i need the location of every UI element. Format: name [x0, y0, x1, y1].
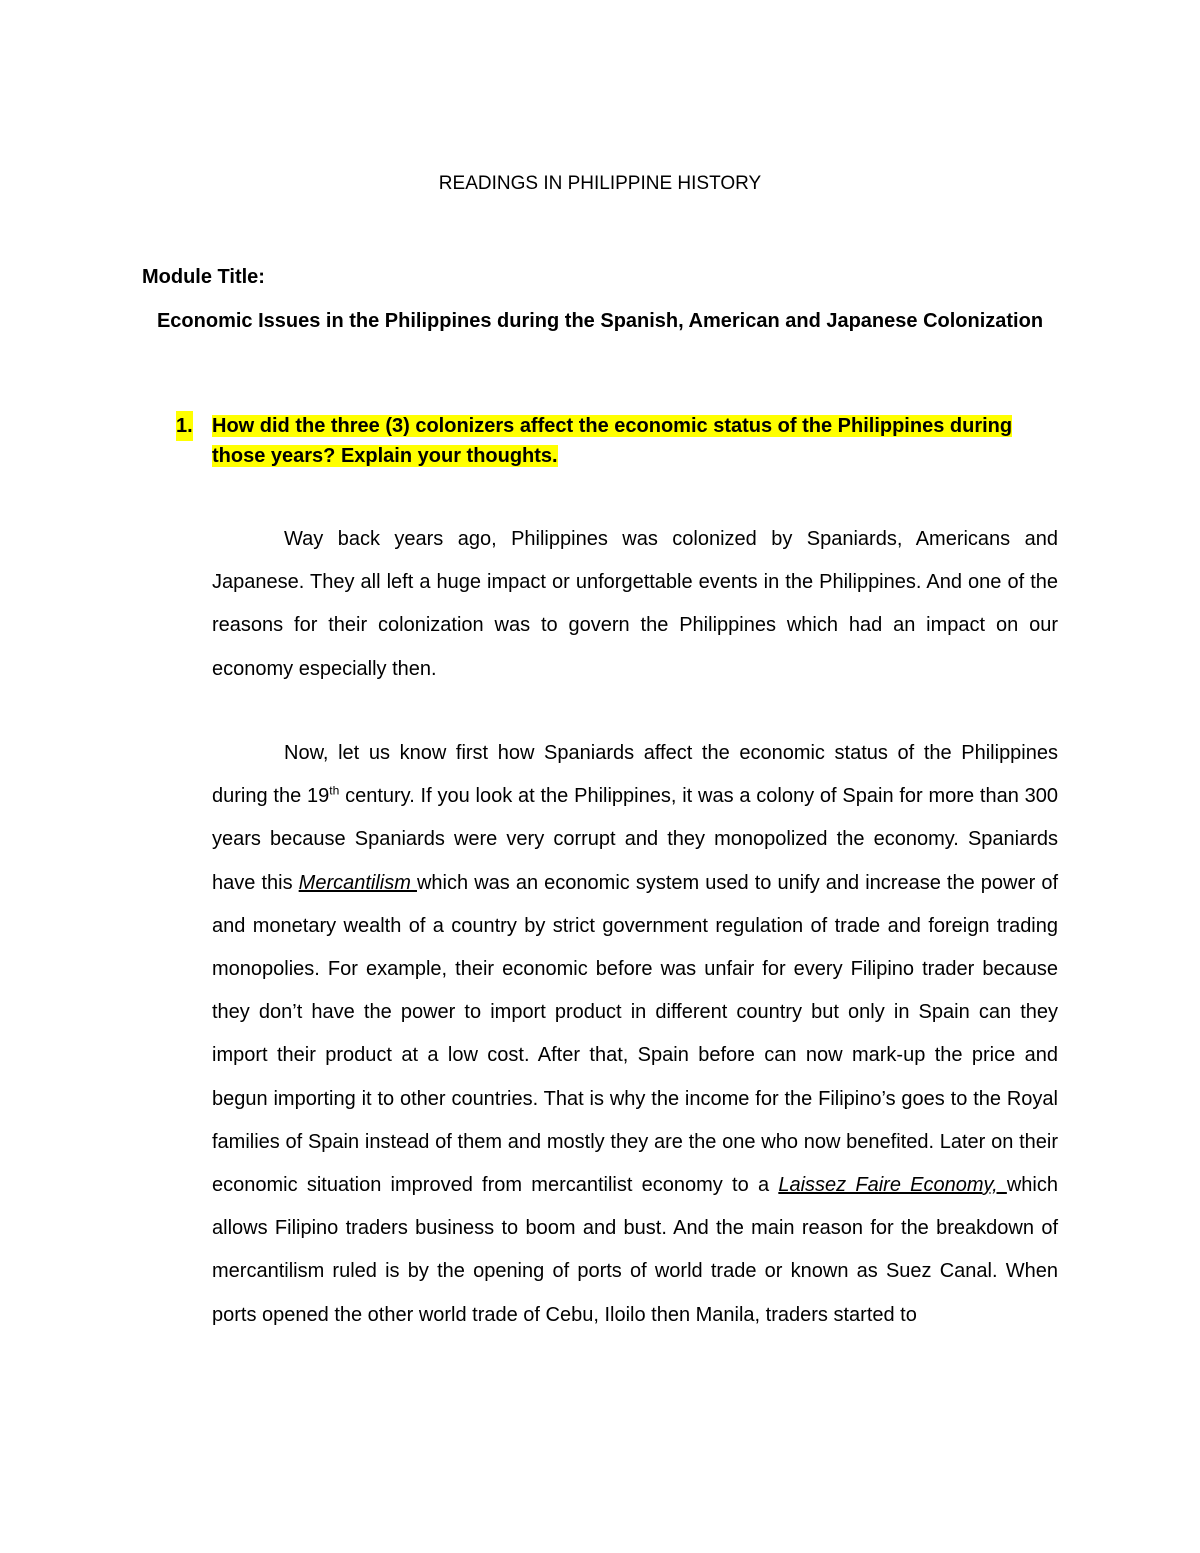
- module-label: Module Title:: [142, 266, 265, 288]
- module-title: Economic Issues in the Philippines during the Spanish, American and Japanese Colonization: [156, 310, 1044, 332]
- term-laissez-faire: Laissez Faire Economy,: [778, 1174, 1007, 1197]
- paragraph-2-text-b: century. If you look at the Philippines, it was a colony of Spain for more than 300 years because Spaniards were very corrupt and they monopolized the economy. Spaniards have this: [212, 785, 1058, 894]
- term-mercantilism: Mercantilism: [298, 871, 417, 894]
- answer-paragraph-1: Way back years ago, Philippines was colonized by Spaniards, Americans and Japanese. They all left a huge impact or unforgettable events in the Philippines. And one of the reasons for their colonization was to govern the Philippines which had an impact on our economy especially then.: [212, 528, 1058, 680]
- paragraph-2-text-a: Now, let us know first how Spaniards affect the economic status of the Philippines during the 19: [212, 742, 1058, 808]
- answer-paragraph-2: [212, 732, 1058, 1337]
- ordinal-superscript: th: [329, 783, 340, 798]
- question-1: [176, 411, 1058, 471]
- document-title: READINGS IN PHILIPPINE HISTORY: [438, 173, 762, 194]
- paragraph-2-text-c: which was an economic system used to unify and increase the power of and monetary wealth of a country by strict government regulation of trade and foreign trading monopolies. For example, their economic before was unfair for every Filipino trader because they don’t have the power to import product in different country but only in Spain can they import their product at a low cost. After that, Spain before can now mark-up the price and begun importing it to other countries. That is why the income for the Filipino’s goes to the Royal families of Spain instead of them and mostly they are the one who now benefited. Later on their economic situation improved from mercantilist economy to a: [212, 871, 1059, 1197]
- question-number: 1.: [176, 411, 193, 441]
- question-text-block: [212, 411, 1058, 471]
- question-text: How did the three (3) colonizers affect the economic status of the Philippines during those years? Explain your thoughts.: [212, 415, 1013, 467]
- paragraph-2-text-d: which allows Filipino traders business to boom and bust. And the main reason for the breakdown of mercantilism ruled is by the opening of ports of world trade or known as Suez Canal. When ports opened the other world trade of Cebu, Iloilo then Manila, traders started to: [212, 1174, 1058, 1326]
